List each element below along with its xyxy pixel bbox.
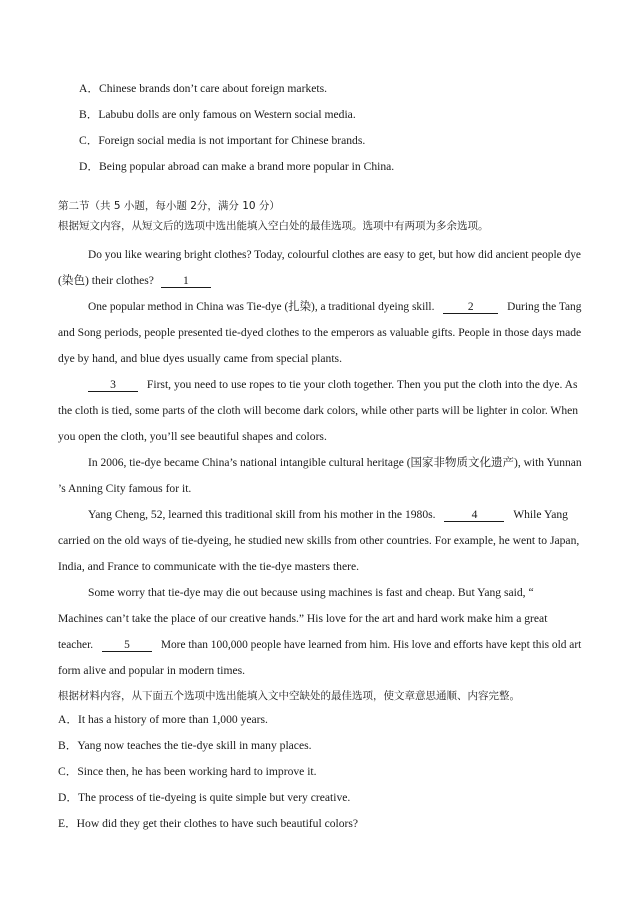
passage-p4-line1: In 2006, tie-dye became China’s national intangible cultural heritage (国家非物质文化遗产), with Yunnan	[88, 457, 582, 469]
passage-p6-line2: Machines can’t take the place of our creative hands.” His love for the art and hard work make him a great	[58, 612, 548, 625]
blank-3: 3	[88, 379, 138, 392]
passage-p3-line2: the cloth is tied, some parts of the cloth will become dark colors, while other parts will be lighter in color. When	[58, 404, 579, 417]
passage-p5-line3: India, and France to communicate with the tie-dye masters there.	[58, 560, 360, 573]
blank-2: 2	[443, 301, 498, 314]
passage-p2-line2: and Song periods, people presented tie-dyed clothes to the emperors as valuable gifts. People in those days made	[58, 326, 582, 339]
passage-p3-line3: you open the cloth, you’ll see beautiful shapes and colors.	[58, 430, 327, 443]
section-instruction: 根据短文内容，从短文后的选项中选出能填入空白处的最佳选项。选项中有两项为多余选项。	[58, 220, 489, 232]
passage-p3-line1	[88, 378, 578, 392]
option-d: D．Being popular abroad can make a brand more popular in China.	[79, 160, 395, 173]
section-heading: 第二节（共 5 小题，每小题 2分，满分 10 分）	[58, 200, 280, 212]
option-c: C．Foreign social media is not important for Chinese brands.	[79, 134, 366, 147]
passage-text: More than 100,000 people have learned from him. His love and efforts have kept this old art	[160, 639, 582, 651]
passage-p6-line1: Some worry that tie-dye may die out because using machines is fast and cheap. But Yang said, “	[88, 586, 534, 599]
choice-a: A．It has a history of more than 1,000 years.	[58, 713, 268, 726]
choice-d: D．The process of tie-dyeing is quite simple but very creative.	[58, 791, 351, 804]
choices-instruction: 根据材料内容，从下面五个选项中选出能填入文中空缺处的最佳选项，使文章意思通顺、内容完整。	[58, 690, 520, 702]
passage-text: During the Tang	[507, 301, 582, 313]
passage-p5-line2: carried on the old ways of tie-dyeing, he studied new skills from other countries. For example, he went to Japan,	[58, 534, 580, 547]
choice-e: E．How did they get their clothes to have such beautiful colors?	[58, 817, 359, 830]
passage-p4-line2: ’s Anning City famous for it.	[58, 482, 192, 495]
passage-text: While Yang	[513, 508, 568, 521]
passage-p1-line1: Do you like wearing bright clothes? Today, colourful clothes are easy to get, but how did ancient people dye	[88, 249, 581, 261]
passage-p6-line3	[58, 638, 581, 652]
choice-c: C．Since then, he has been working hard to improve it.	[58, 765, 317, 778]
passage-p6-line4: form alive and popular in modern times.	[58, 664, 246, 677]
passage-text: First, you need to use ropes to tie your cloth together. Then you put the cloth into the dye. As	[146, 378, 578, 391]
blank-4: 4	[444, 509, 504, 522]
blank-5: 5	[102, 639, 152, 652]
option-b: B．Labubu dolls are only famous on Western social media.	[79, 108, 356, 121]
passage-text: Yang Cheng, 52, learned this traditional skill from his mother in the 1980s.	[88, 508, 436, 521]
passage-p5-line1	[88, 508, 568, 522]
option-a: A．Chinese brands don’t care about foreign markets.	[79, 82, 328, 95]
passage-p2-line1	[88, 300, 581, 314]
passage-text: One popular method in China was Tie-dye (扎染), a traditional dyeing skill.	[88, 301, 435, 313]
passage-text: teacher.	[58, 639, 94, 651]
choice-b: B．Yang now teaches the tie-dye skill in many places.	[58, 739, 312, 752]
blank-1: 1	[161, 275, 211, 288]
passage-p2-line3: dye by hand, and blue dyes usually came from special plants.	[58, 352, 342, 365]
passage-p1-line2	[58, 274, 211, 288]
passage-text: (染色) their clothes?	[58, 274, 154, 287]
